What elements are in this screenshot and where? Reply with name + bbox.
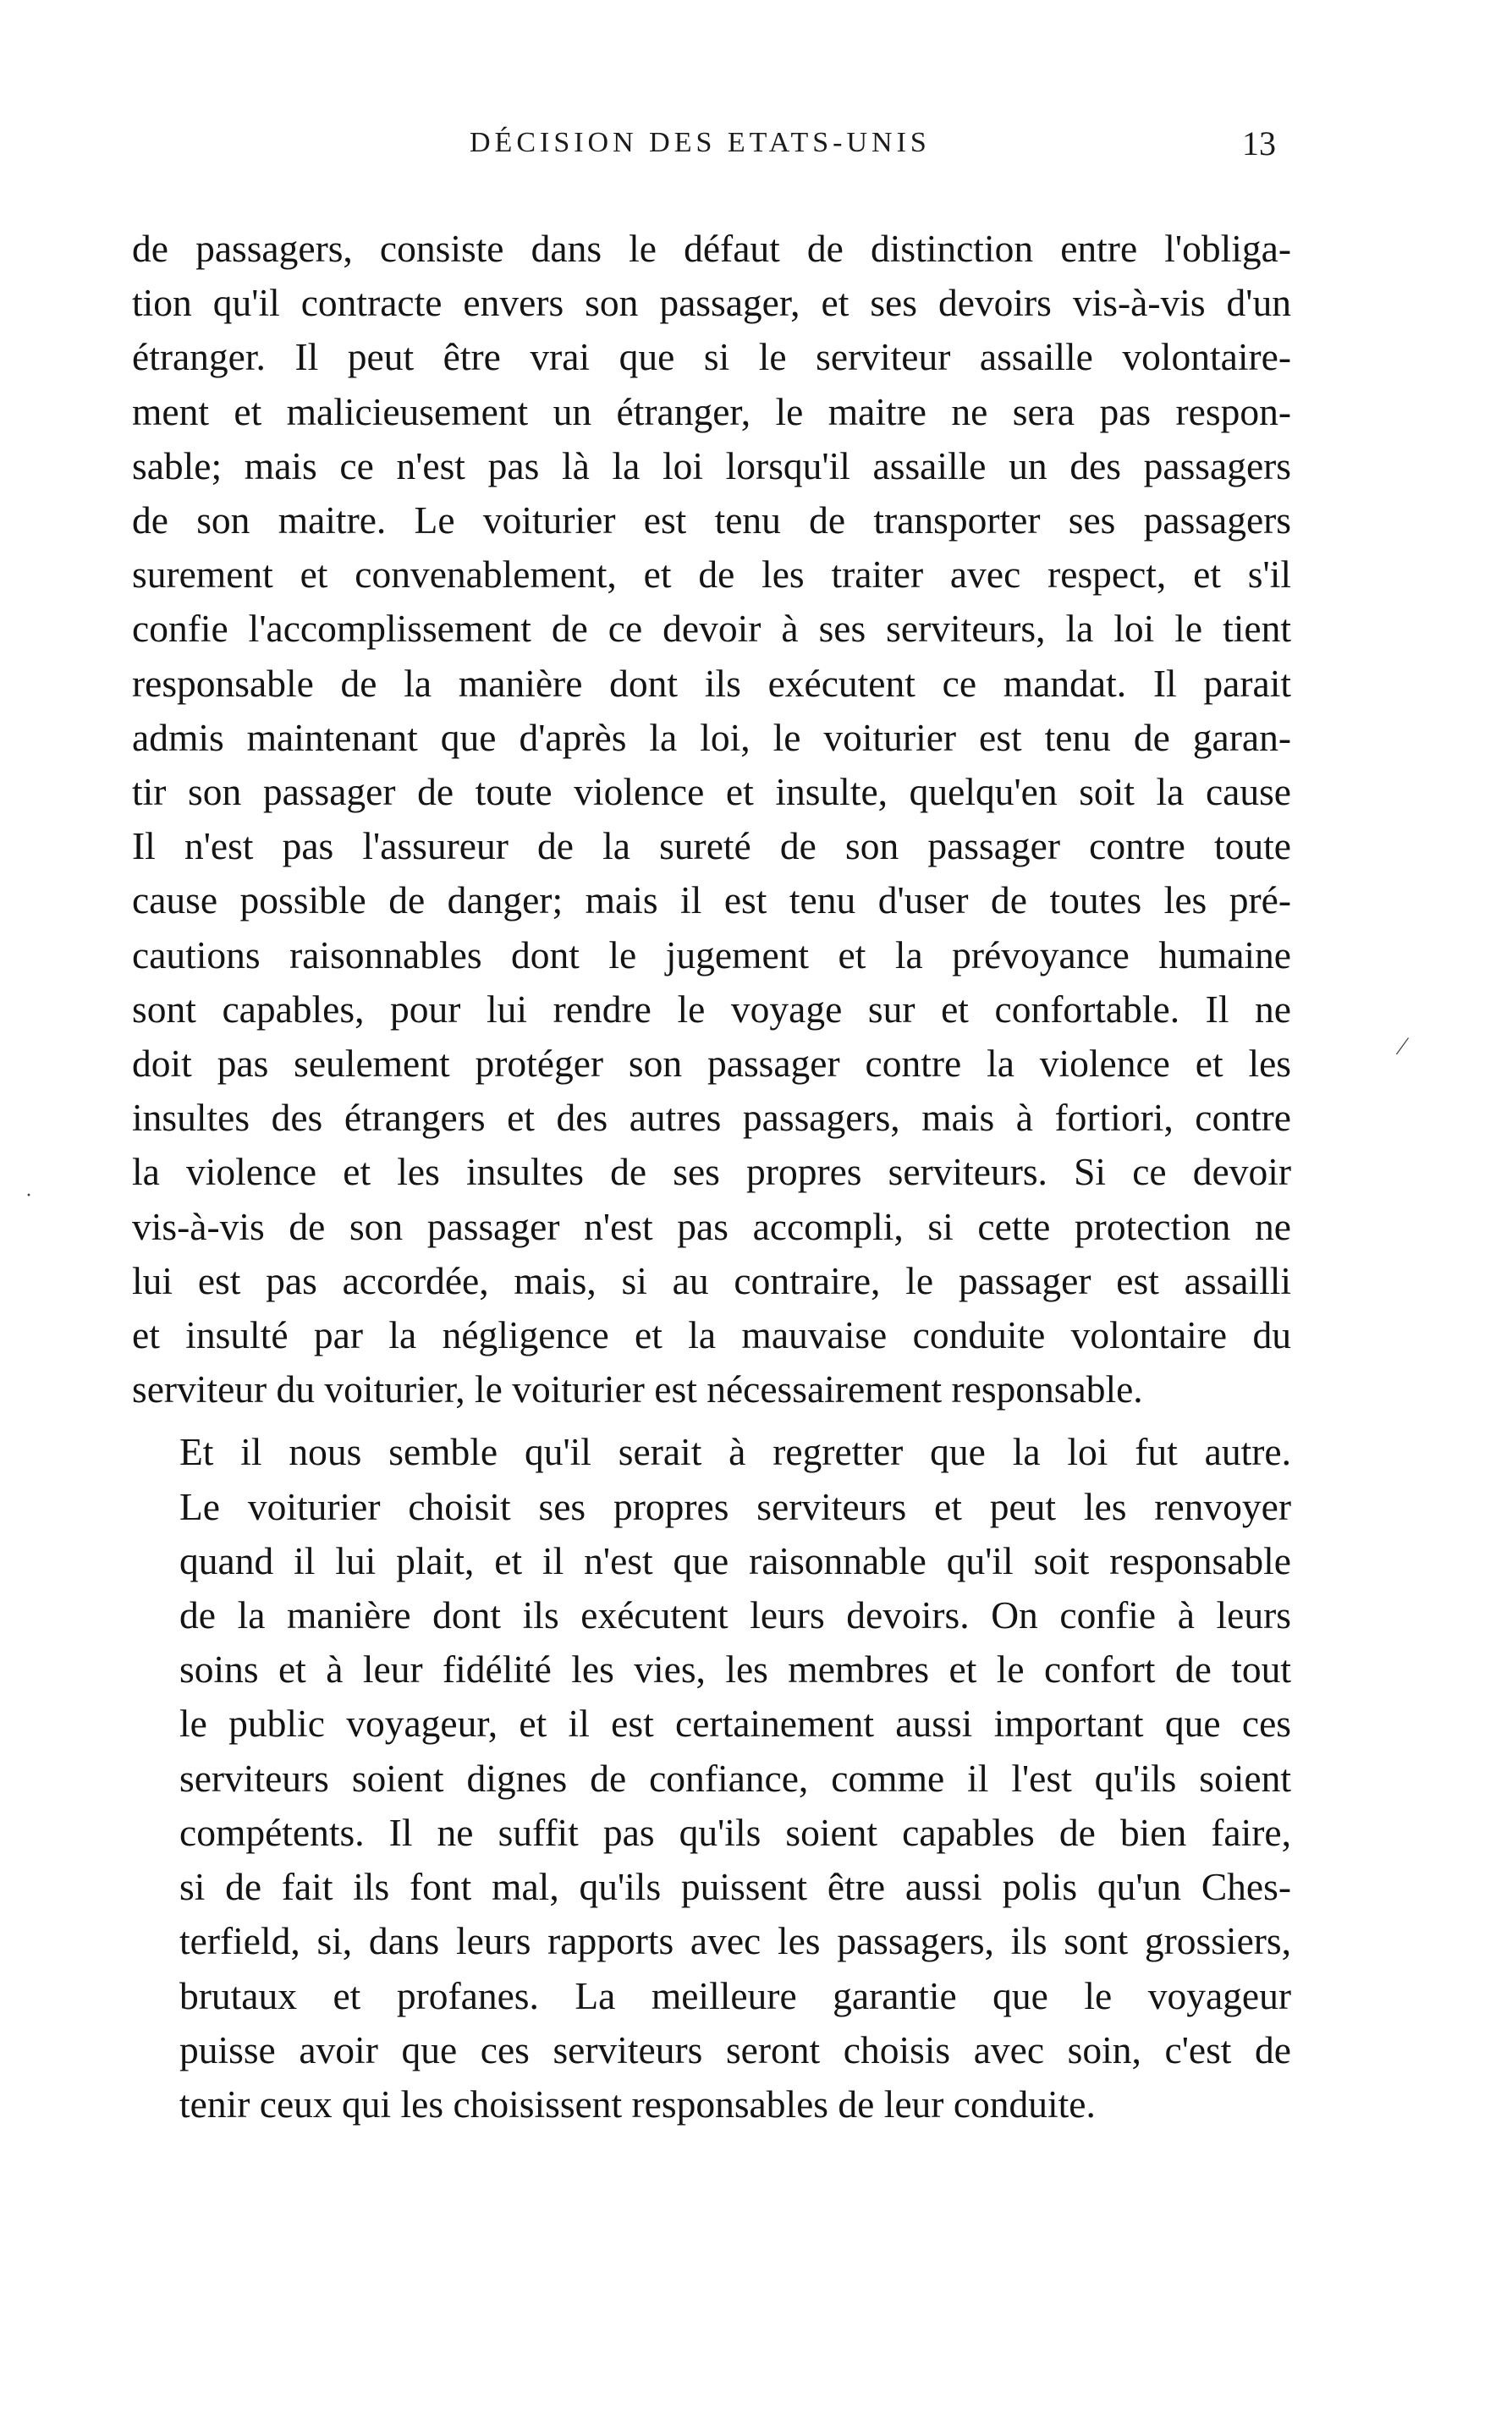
- text-line: insultes des étrangers et des autres passagers, mais à fortiori, contre: [132, 1096, 1291, 1140]
- running-head: DÉCISION DES ETATS-UNIS: [470, 127, 931, 158]
- text-line: ment et malicieusement un étranger, le maitre ne sera pas respon-: [132, 389, 1291, 433]
- text-line: doit pas seulement protéger son passager contre la violence et les: [132, 1042, 1291, 1086]
- text-line: de la manière dont ils exécutent leurs devoirs. On confie à leurs: [179, 1593, 1291, 1637]
- text-line: compétents. Il ne suffit pas qu'ils soient capables de bien faire,: [179, 1810, 1291, 1854]
- text-line: si de fait ils font mal, qu'ils puissent être aussi polis qu'un Ches-: [179, 1865, 1291, 1909]
- text-line: et insulté par la négligence et la mauvaise conduite volontaire du: [132, 1313, 1291, 1357]
- text-line: serviteurs soient dignes de confiance, comme il l'est qu'ils soient: [179, 1756, 1291, 1800]
- text-line: surement et convenablement, et de les traiter avec respect, et s'il: [132, 553, 1291, 597]
- text-line: vis-à-vis de son passager n'est pas accompli, si cette protection ne: [132, 1204, 1291, 1248]
- text-line: tir son passager de toute violence et insulte, quelqu'en soit la cause: [132, 770, 1291, 814]
- margin-mark: ·: [25, 1185, 32, 1207]
- text-line: puisse avoir que ces serviteurs seront choisis avec soin, c'est de: [179, 2027, 1291, 2071]
- text-line: sont capables, pour lui rendre le voyage sur et confortable. Il ne: [132, 987, 1291, 1031]
- paragraph-2: [132, 1425, 1291, 2132]
- text-line: étranger. Il peut être vrai que si le serviteur assaille volontaire-: [132, 335, 1291, 379]
- text-line: le public voyageur, et il est certainement aussi important que ces: [179, 1702, 1291, 1746]
- text-line: confie l'accomplissement de ce devoir à ses serviteurs, la loi le tient: [132, 607, 1291, 651]
- text-line: cautions raisonnables dont le jugement et la prévoyance humaine: [132, 932, 1291, 976]
- text-line: responsable de la manière dont ils exécutent ce mandat. Il parait: [132, 661, 1291, 705]
- text-line: de passagers, consiste dans le défaut de distinction entre l'obliga-: [132, 227, 1291, 270]
- text-line: quand il lui plait, et il n'est que raisonnable qu'il soit responsable: [179, 1538, 1291, 1582]
- text-line: tion qu'il contracte envers son passager, et ses devoirs vis-à-vis d'un: [132, 281, 1291, 325]
- paragraph-1: [132, 222, 1291, 1417]
- text-line: la violence et les insultes de ses propres serviteurs. Si ce devoir: [132, 1150, 1291, 1194]
- text-line: Il n'est pas l'assureur de la sureté de son passager contre toute: [132, 824, 1291, 868]
- text-line: lui est pas accordée, mais, si au contraire, le passager est assailli: [132, 1258, 1291, 1302]
- text-line: tenir ceux qui les choisissent responsables de leur conduite.: [179, 2082, 1096, 2126]
- text-line: Le voiturier choisit ses propres serviteurs et peut les renvoyer: [179, 1484, 1291, 1528]
- text-line: terfield, si, dans leurs rapports avec les passagers, ils sont grossiers,: [179, 1919, 1291, 1963]
- page-number: 13: [1242, 124, 1276, 162]
- text-line: cause possible de danger; mais il est tenu d'user de toutes les pré-: [132, 878, 1291, 922]
- text-line: sable; mais ce n'est pas là la loi lorsqu'il assaille un des passagers: [132, 443, 1291, 487]
- text-line: soins et à leur fidélité les vies, les membres et le confort de tout: [179, 1648, 1291, 1692]
- text-line: de son maitre. Le voiturier est tenu de transporter ses passagers: [132, 498, 1291, 542]
- text-line: Et il nous semble qu'il serait à regretter que la loi fut autre.: [179, 1430, 1291, 1474]
- body-text: [132, 222, 1291, 2132]
- text-line: serviteur du voiturier, le voiturier est nécessairement responsable.: [132, 1367, 1143, 1411]
- text-line: admis maintenant que d'après la loi, le voiturier est tenu de garan-: [132, 715, 1291, 759]
- text-line: brutaux et profanes. La meilleure garantie que le voyageur: [179, 1973, 1291, 2017]
- margin-mark: ⁄: [1400, 1032, 1405, 1060]
